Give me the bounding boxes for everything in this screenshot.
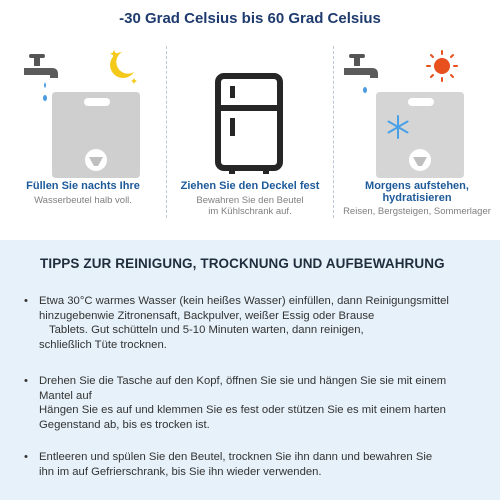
temperature-range-headline: -30 Grad Celsius bis 60 Grad Celsius xyxy=(119,10,381,27)
bullet-icon: • xyxy=(24,375,28,387)
tip-line: hinzugebenwie Zitronensaft, Backpulver, weißer Essig oder Brause xyxy=(39,309,375,322)
step2-illustration xyxy=(167,38,333,178)
step2-subtitle-line2: im Kühlschrank auf. xyxy=(208,206,292,217)
step2-title: Ziehen Sie den Deckel fest xyxy=(180,180,320,192)
tip-line: Hängen Sie es auf und klemmen Sie es fest oder stützen Sie es mit einem harten xyxy=(39,404,446,416)
fridge-icon xyxy=(218,76,280,174)
tip-line: ihn im auf Gefrierschrank, bis Sie ihn wieder verwenden. xyxy=(39,465,322,478)
step3-subtitle: Reisen, Bergsteigen, Sommerlager xyxy=(343,206,491,217)
step1-title: Füllen Sie nachts Ihre xyxy=(26,180,140,192)
moon-icon xyxy=(110,50,137,84)
bullet-icon: • xyxy=(24,295,28,307)
cleaning-tips-panel xyxy=(0,240,500,500)
step3-title-line2: hydratisieren xyxy=(382,192,452,204)
step-morning-hydrate xyxy=(334,38,500,228)
tip-line: Gegenstand ab, bis es trocken ist. xyxy=(39,418,210,431)
tip-line: schließlich Tüte trocknen. xyxy=(39,338,167,351)
tip-line: Tablets. Gut schütteln und 5-10 Minuten warten, dann reinigen, xyxy=(49,324,364,336)
step3-title-line1: Morgens aufstehen, xyxy=(365,180,469,192)
tip-line: Mantel auf xyxy=(39,389,92,402)
step3-illustration xyxy=(334,38,500,178)
faucet-icon xyxy=(344,54,378,93)
tip-line: Etwa 30°C warmes Wasser (kein heißes Wasser) einfüllen, dann Reinigungsmittel xyxy=(39,295,449,307)
tip-line: Drehen Sie die Tasche auf den Kopf, öffnen Sie sie und hängen Sie sie mit einem xyxy=(39,375,447,387)
tips-title: TIPPS ZUR REINIGUNG, TROCKNUNG UND AUFBEWAHRUNG xyxy=(40,256,445,271)
tip-line: Entleeren und spülen Sie den Beutel, trocknen Sie ihn dann und bewahren Sie xyxy=(39,451,433,463)
sun-icon xyxy=(427,51,457,81)
usage-steps xyxy=(0,38,500,228)
bullet-icon: • xyxy=(24,451,28,463)
step1-subtitle: Wasserbeutel halb voll. xyxy=(34,195,132,206)
water-bag-icon xyxy=(376,92,464,178)
step1-illustration xyxy=(0,38,166,178)
step-close-lid xyxy=(167,38,333,228)
step-fill-at-night xyxy=(0,38,166,228)
water-bag-icon xyxy=(52,92,140,178)
step2-subtitle-line1: Bewahren Sie den Beutel xyxy=(196,195,304,206)
